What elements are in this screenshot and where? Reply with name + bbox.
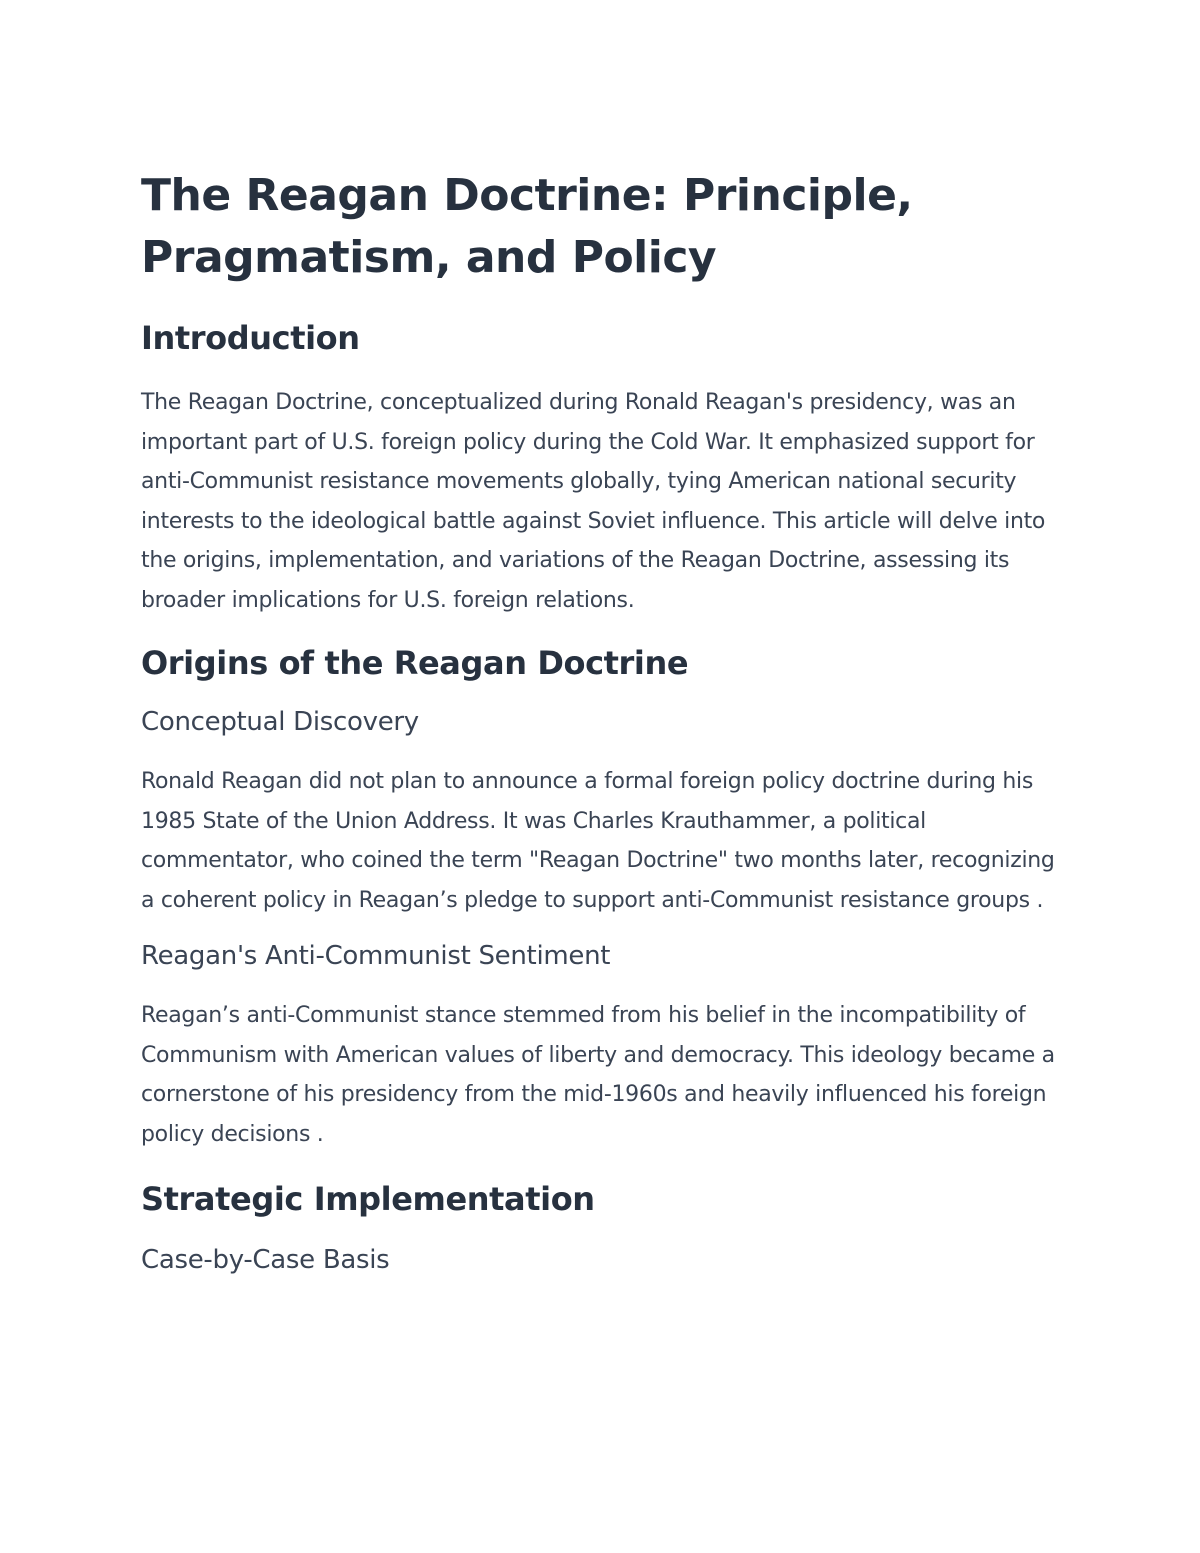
section-heading-strategic-implementation: Strategic Implementation	[141, 1180, 595, 1218]
document-title: The Reagan Doctrine: Principle, Pragmatism, and Policy	[141, 170, 913, 283]
document-page	[141, 165, 1071, 1278]
section-heading-origins: Origins of the Reagan Doctrine	[141, 644, 689, 682]
subsection-heading-conceptual-discovery: Conceptual Discovery	[141, 707, 419, 737]
subsection-heading-anti-communist-sentiment: Reagan's Anti-Communist Sentiment	[141, 941, 611, 971]
section-heading-introduction: Introduction	[141, 319, 360, 357]
subsection-heading-case-by-case-basis: Case-by-Case Basis	[141, 1245, 390, 1275]
paragraph-conceptual-discovery: Ronald Reagan did not plan to announce a formal foreign policy doctrine during his 1985 State of the Union Address. It was Charles Krauthammer, a political commentator, who coined the term "Reagan Doctrine" two months later, recognizing a coherent policy in Reagan’s pledge to support anti-Communist resistance groups .	[141, 769, 1055, 913]
paragraph-introduction: The Reagan Doctrine, conceptualized during Ronald Reagan's presidency, was an important part of U.S. foreign policy during the Cold War. It emphasized support for anti-Communist resistance movements globally, tying American national security interests to the ideological battle against Soviet influence. This article will delve into the origins, implementation, and variations of the Reagan Doctrine, assessing its broader implications for U.S. foreign relations.	[141, 390, 1046, 613]
paragraph-anti-communist-sentiment: Reagan’s anti-Communist stance stemmed from his belief in the incompatibility of Communism with American values of liberty and democracy. This ideology became a cornerstone of his presidency from the mid-1960s and heavily influenced his foreign policy decisions .	[141, 1003, 1055, 1147]
